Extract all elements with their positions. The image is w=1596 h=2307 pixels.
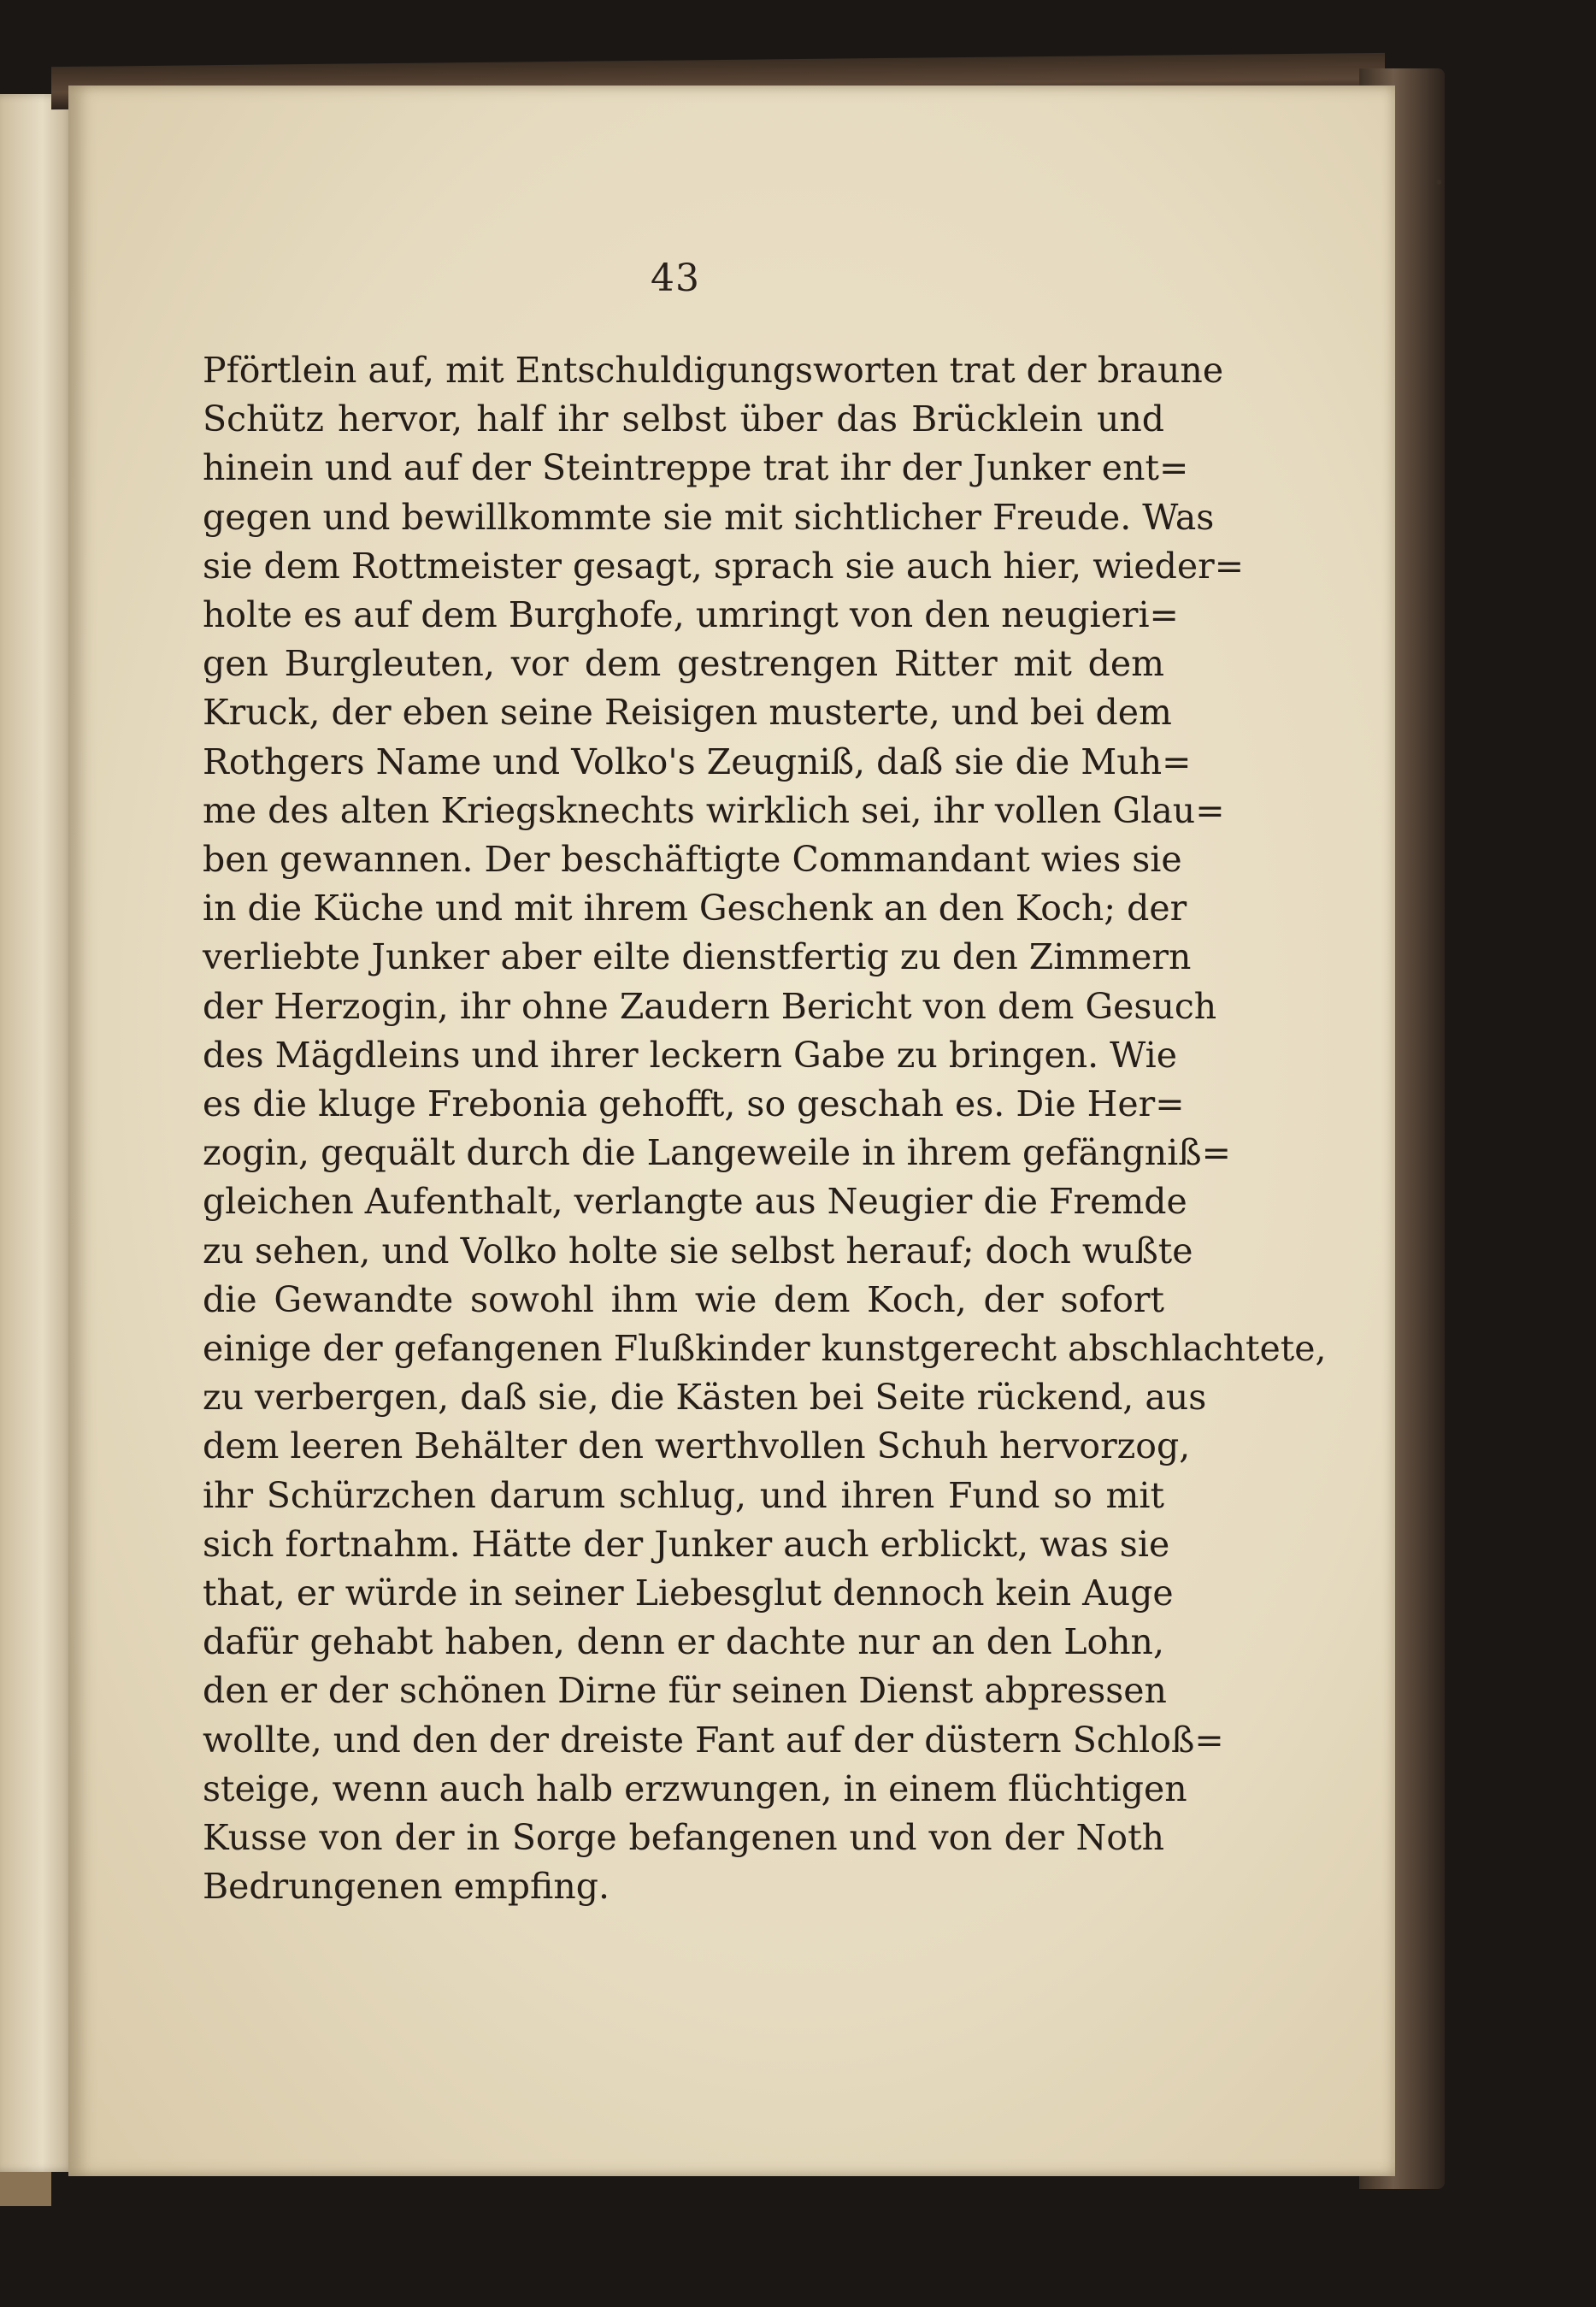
text-line: Kusse von der in Sorge befangenen und von der Noth [203, 1817, 1164, 1859]
text-line: wollte, und den der dreiste Fant auf der düstern Schloß= [203, 1719, 1224, 1761]
paper-speck [1436, 180, 1441, 185]
text-line: hinein und auf der Steintreppe trat ihr der Junker ent= [203, 447, 1189, 489]
text-line: that, er würde in seiner Liebesglut dennoch kein Auge [203, 1572, 1174, 1614]
text-line: des Mägdleins und ihrer leckern Gabe zu bringen. Wie [203, 1034, 1177, 1076]
text-line: ben gewannen. Der beschäftigte Commandant wies sie [203, 839, 1182, 881]
text-line: es die kluge Frebonia gehofft, so geschah es. Die Her= [203, 1083, 1185, 1125]
text-line: sich fortnahm. Hätte der Junker auch erblickt, was sie [203, 1523, 1170, 1565]
text-line: dafür gehabt haben, denn er dachte nur an den Lohn, [203, 1621, 1164, 1663]
text-line: Pförtlein auf, mit Entschuldigungsworten trat der braune [203, 350, 1224, 391]
page-number: 43 [651, 257, 700, 300]
facing-page-edge [0, 94, 77, 2172]
text-line: in die Küche und mit ihrem Geschenk an den Koch; der [203, 888, 1187, 929]
text-line: Rothgers Name und Volko's Zeugniß, daß sie die Muh= [203, 740, 1192, 782]
text-line: dem leeren Behälter den werthvollen Schuh hervorzog, [203, 1425, 1191, 1467]
text-line: den er der schönen Dirne für seinen Dienst abpressen [203, 1670, 1167, 1712]
text-line: Schütz hervor, half ihr selbst über das Brücklein und [203, 398, 1164, 440]
page-corner-shadow [0, 2172, 51, 2206]
text-line: der Herzogin, ihr ohne Zaudern Bericht von dem Gesuch [203, 985, 1217, 1027]
text-line: verliebte Junker aber eilte dienstfertig zu den Zimmern [203, 936, 1192, 978]
text-line: gen Burgleuten, vor dem gestrengen Ritter mit dem [203, 643, 1164, 685]
text-line: zu sehen, und Volko holte sie selbst herauf; doch wußte [203, 1230, 1193, 1272]
text-line: ihr Schürzchen darum schlug, und ihren Fund so mit [203, 1474, 1164, 1516]
text-line: Bedrungenen empfing. [203, 1866, 610, 1908]
text-line: die Gewandte sowohl ihm wie dem Koch, der sofort [203, 1278, 1164, 1320]
text-line: gleichen Aufenthalt, verlangte aus Neugier die Fremde [203, 1181, 1187, 1223]
text-line: zu verbergen, daß sie, die Kästen bei Seite rückend, aus [203, 1377, 1207, 1419]
text-line: gegen und bewillkommte sie mit sichtlicher Freude. Was [203, 496, 1215, 538]
text-line: zogin, gequält durch die Langeweile in ihrem gefängniß= [203, 1132, 1231, 1174]
text-line: me des alten Kriegsknechts wirklich sei, ihr vollen Glau= [203, 789, 1225, 831]
text-line: einige der gefangenen Flußkinder kunstgerecht abschlachtete, [203, 1328, 1327, 1370]
text-line: holte es auf dem Burghofe, umringt von den neugieri= [203, 594, 1179, 636]
body-text [203, 346, 1327, 1912]
text-line: sie dem Rottmeister gesagt, sprach sie auch hier, wieder= [203, 545, 1245, 587]
text-line: steige, wenn auch halb erzwungen, in einem flüchtigen [203, 1767, 1187, 1809]
text-line: Kruck, der eben seine Reisigen musterte, und bei dem [203, 692, 1172, 734]
